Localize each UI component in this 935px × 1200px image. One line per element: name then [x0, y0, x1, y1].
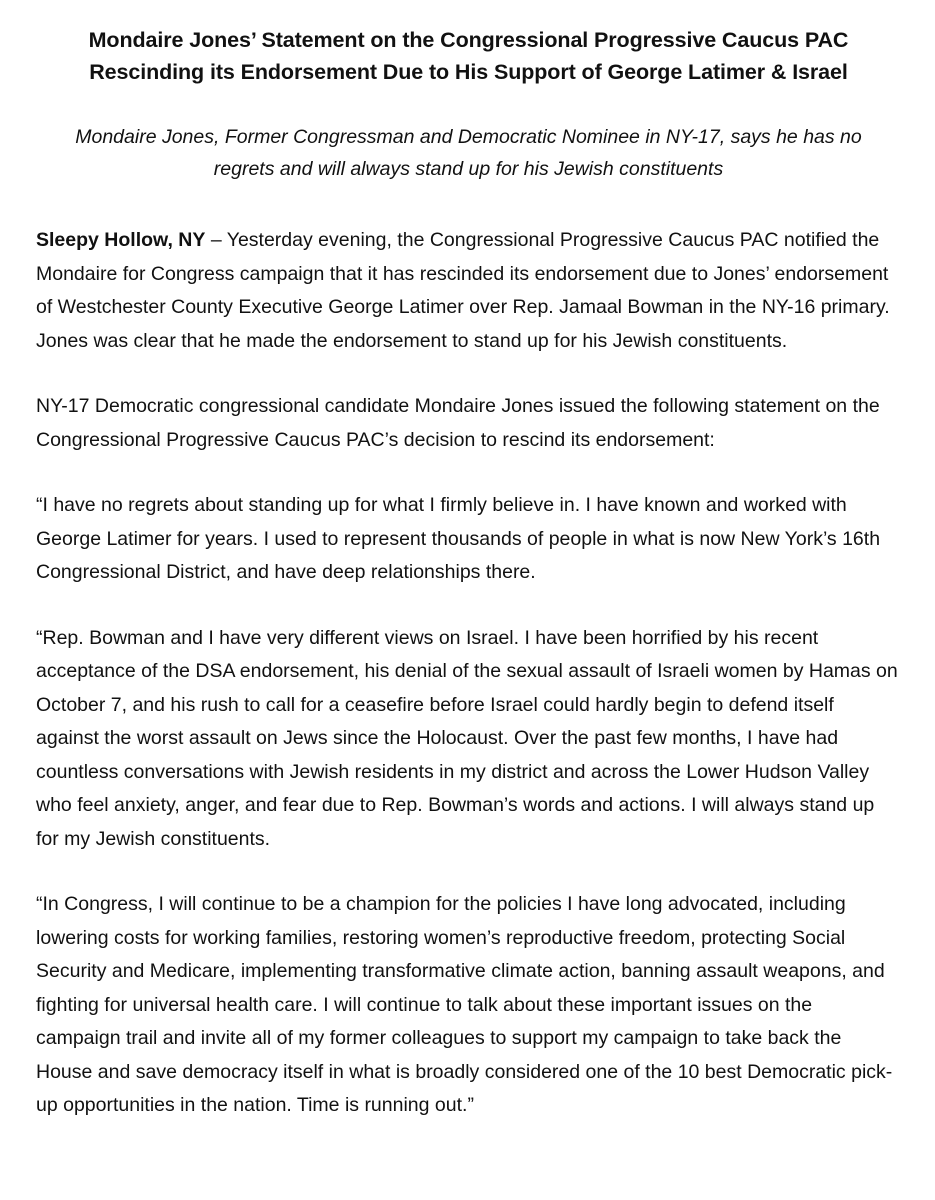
quote-paragraph-3: “In Congress, I will continue to be a champion for the policies I have long advocated, including lowering costs for working families, restoring women’s reproductive freedom, protecting Social Security and Medicare, implementing transformative climate action, banning assault weapons, and fighting for universal health care. I will continue to talk about these important issues on the campaign trail and invite all of my former colleagues to support my campaign to take back the House and save democracy itself in what is broadly considered one of the 10 best Democratic pick-up opportunities in the nation. Time is running out.” — [36, 893, 893, 1116]
quote-paragraph-1: “I have no regrets about standing up for what I firmly believe in. I have known and worked with George Latimer for years. I used to represent thousands of people in what is now New York’s 16th Congressional District, and have deep relationships there. — [36, 494, 881, 583]
release-title — [36, 24, 901, 88]
intro-paragraph: NY-17 Democratic congressional candidate Mondaire Jones issued the following statement on the Congressional Progressive Caucus PAC’s decision to rescind its endorsement: — [36, 395, 880, 451]
title-line-1: Mondaire Jones’ Statement on the Congressional Progressive Caucus PAC — [88, 28, 849, 52]
quote-paragraph-2: “Rep. Bowman and I have very different views on Israel. I have been horrified by his recent acceptance of the DSA endorsement, his denial of the sexual assault of Israeli women by Hamas on October 7, and his rush to call for a ceasefire before Israel could hardly begin to defend itself against the worst assault on Jews since the Holocaust. Over the past few months, I have had countless conversations with Jewish residents in my district and across the Lower Hudson Valley who feel anxiety, anger, and fear due to Rep. Bowman’s words and actions. I will always stand up for my Jewish constituents. — [36, 626, 898, 850]
dateline: Sleepy Hollow, NY — [36, 229, 206, 251]
lead-paragraph — [36, 224, 901, 358]
title-line-2: Rescinding its Endorsement Due to His Support of George Latimer & Israel — [89, 60, 848, 84]
lead-text: – Yesterday evening, the Congressional Progressive Caucus PAC notified the Mondaire for Congress campaign that it has rescinded its endorsement due to Jones’ endorsement of Westchester County Executive George Latimer over Rep. Jamaal Bowman in the NY-16 primary. Jones was clear that he made the endorsement to stand up for his Jewish constituents. — [36, 229, 890, 352]
release-subtitle: Mondaire Jones, Former Congressman and Democratic Nominee in NY-17, says he has no regrets and will always stand up for his Jewish constituents — [75, 126, 862, 180]
